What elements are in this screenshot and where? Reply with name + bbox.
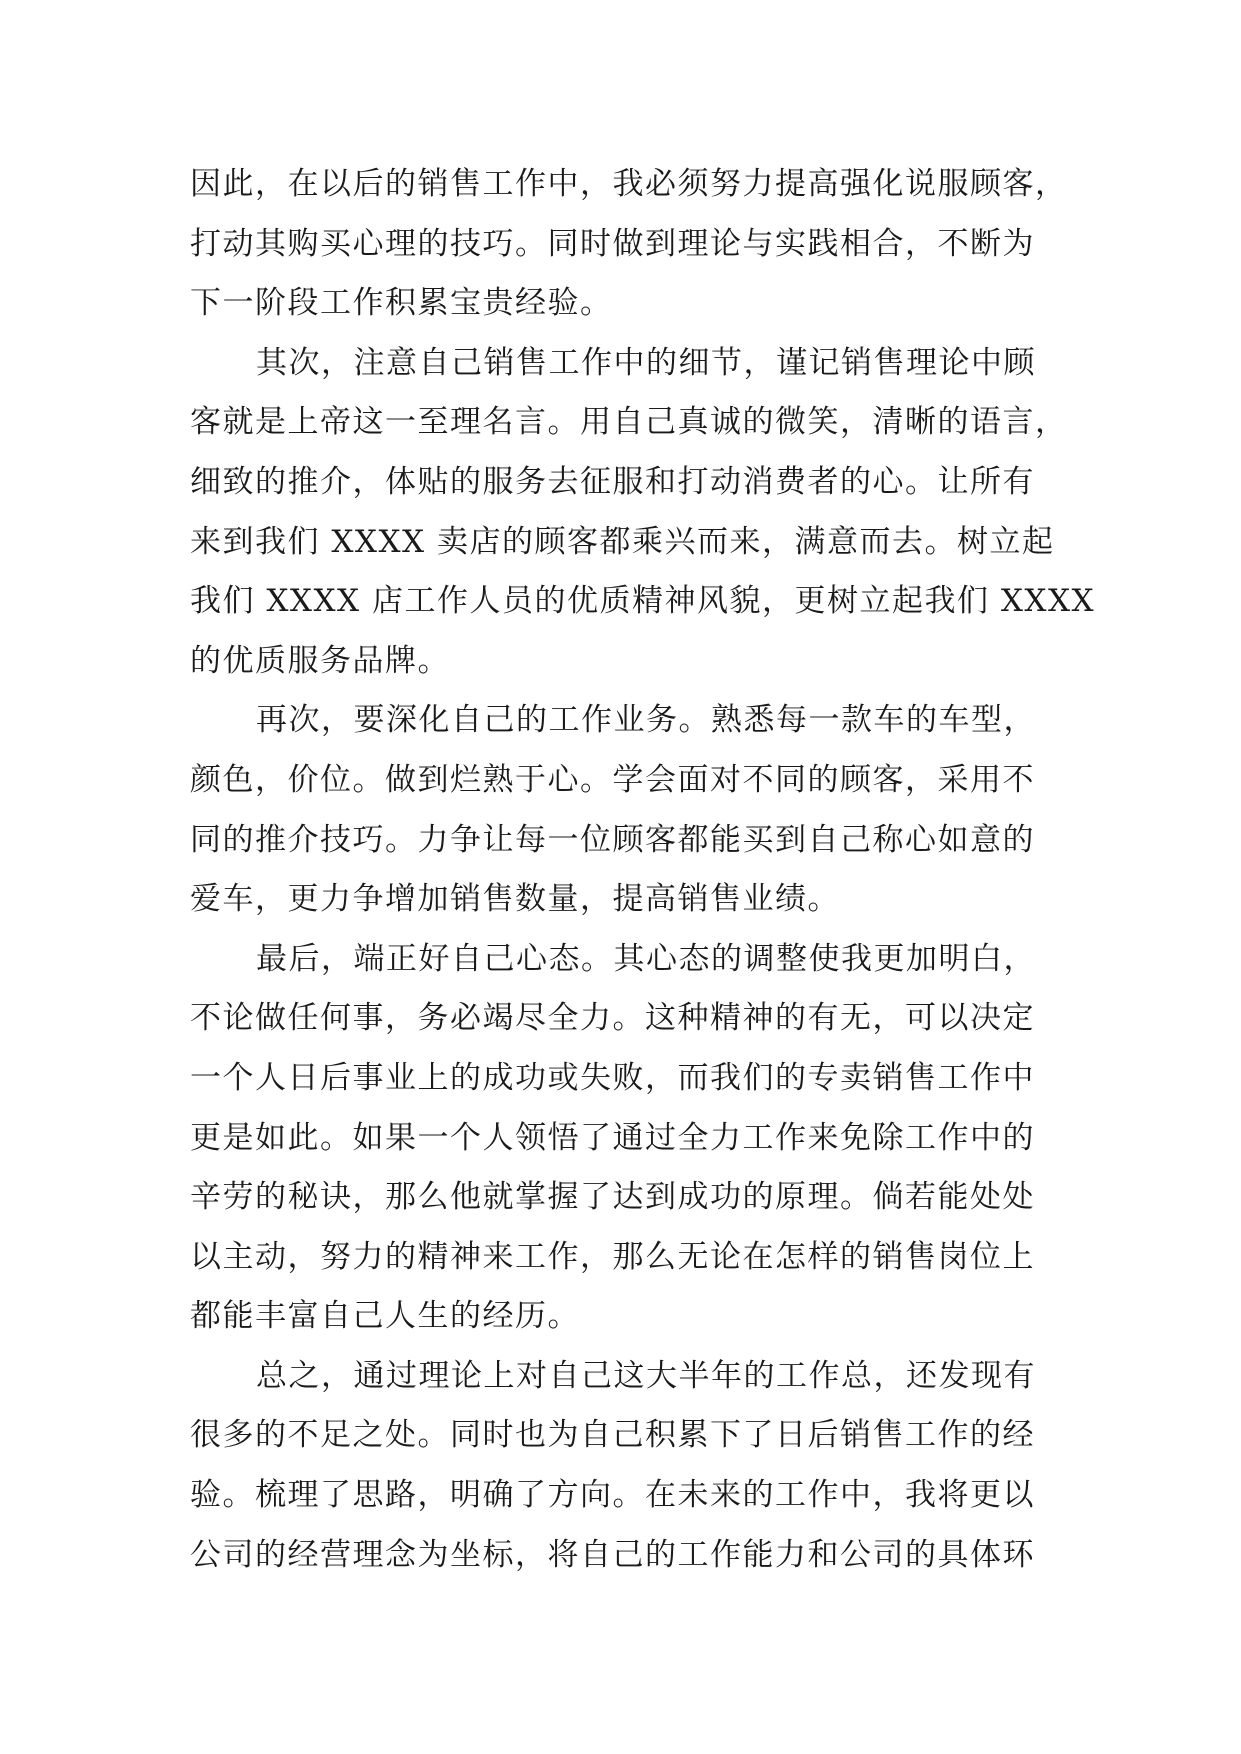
text-line: 因此，在以后的销售工作中，我必须努力提高强化说服顾客， xyxy=(190,166,1068,202)
text-line: 客就是上帝这一至理名言。用自己真诚的微笑，清晰的语言， xyxy=(190,404,1068,441)
paragraph xyxy=(190,1347,1070,1585)
text-line: 来到我们 XXXX 卖店的顾客都乘兴而来，满意而去。树立起 xyxy=(190,523,1055,560)
text-line: 最后，端正好自己心态。其心态的调整使我更加明白， xyxy=(256,940,1036,977)
text-line: 公司的经营理念为坐标，将自己的工作能力和公司的具体环 xyxy=(190,1536,1035,1573)
text-line: 一个人日后事业上的成功或失败，而我们的专卖销售工作中 xyxy=(190,1059,1035,1096)
text-line: 更是如此。如果一个人领悟了通过全力工作来免除工作中的 xyxy=(190,1119,1035,1156)
text-line: 细致的推介，体贴的服务去征服和打动消费者的心。让所有 xyxy=(190,463,1035,500)
text-line: 其次，注意自己销售工作中的细节，谨记销售理论中顾 xyxy=(256,344,1036,381)
text-line: 再次，要深化自己的工作业务。熟悉每一款车的车型， xyxy=(256,702,1036,739)
text-line: 以主动，努力的精神来工作，那么无论在怎样的销售岗位上 xyxy=(190,1238,1035,1275)
text-line: 总之，通过理论上对自己这大半年的工作总，还发现有 xyxy=(256,1357,1036,1394)
text-line: 很多的不足之处。同时也为自己积累下了日后销售工作的经 xyxy=(190,1417,1035,1454)
paragraph xyxy=(190,930,1070,1347)
document-body xyxy=(190,155,1096,1585)
text-line: 同的推介技巧。力争让每一位顾客都能买到自己称心如意的 xyxy=(190,821,1035,858)
paragraph xyxy=(190,691,1070,929)
text-line: 验。梳理了思路，明确了方向。在未来的工作中，我将更以 xyxy=(190,1477,1035,1514)
text-line: 都能丰富自己人生的经历。 xyxy=(190,1298,580,1335)
paragraph xyxy=(190,334,1096,692)
text-line: 我们 XXXX 店工作人员的优质精神风貌，更树立起我们 XXXX xyxy=(190,583,1096,620)
text-line: 爱车，更力争增加销售数量，提高销售业绩。 xyxy=(190,881,840,918)
text-line: 打动其购买心理的技巧。同时做到理论与实践相合，不断为 xyxy=(190,225,1035,262)
text-line: 的优质服务品牌。 xyxy=(190,642,450,679)
text-line: 颜色，价位。做到烂熟于心。学会面对不同的顾客，采用不 xyxy=(190,761,1035,798)
text-line: 不论做任何事，务必竭尽全力。这种精神的有无，可以决定 xyxy=(190,1000,1035,1037)
text-line: 下一阶段工作积累宝贵经验。 xyxy=(190,285,613,322)
text-line: 辛劳的秘诀，那么他就掌握了达到成功的原理。倘若能处处 xyxy=(190,1179,1035,1216)
paragraph xyxy=(190,155,1070,334)
